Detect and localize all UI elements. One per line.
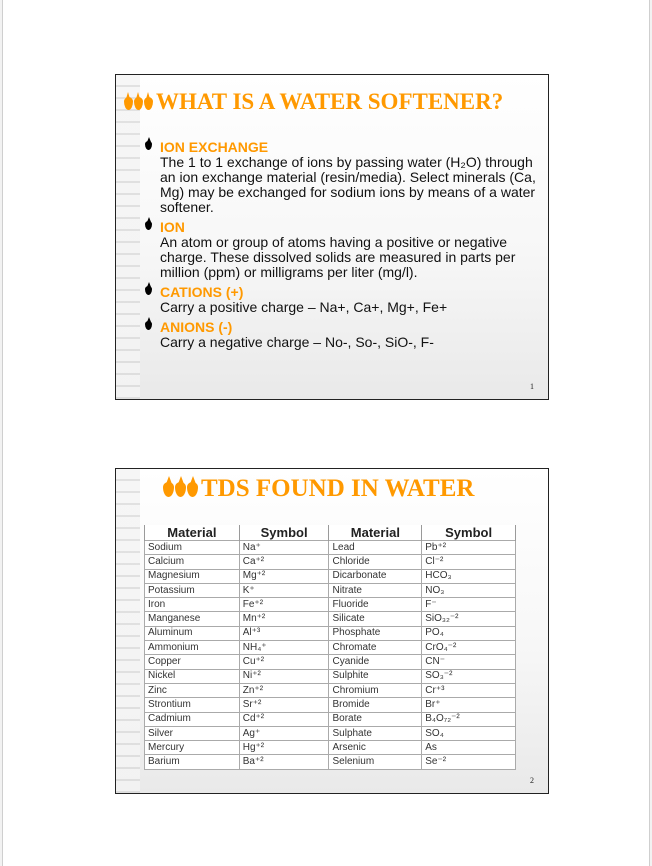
table-row (145, 683, 516, 697)
table-cell: Ammonium (145, 641, 240, 655)
table-cell: Ni⁺² (239, 669, 329, 683)
table-row (145, 741, 516, 755)
title-drops (124, 89, 154, 115)
table-row (145, 712, 516, 726)
slide-1-title-row (124, 89, 542, 115)
slide-number: 2 (530, 776, 534, 785)
water-drop-icon (124, 97, 133, 110)
table-cell: SO₃⁻² (422, 669, 516, 683)
water-drop-icon (187, 482, 198, 497)
table-cell: Calcium (145, 555, 240, 569)
bullet-body: Carry a positive charge – Na+, Ca+, Mg+, Fe+ (160, 299, 448, 315)
column-header: Material (145, 525, 240, 541)
bullet-body: An atom or group of atoms having a positive or negative charge. These dissolved solids are measured in parts per million (ppm) or milligrams per liter (mg/l). (160, 234, 516, 280)
table-cell: Al⁺³ (239, 626, 329, 640)
bullet-item-anions (144, 319, 538, 350)
bullet-heading: ANIONS (-) (160, 319, 233, 335)
bullet-item-ion (144, 219, 538, 280)
table-cell: As (422, 741, 516, 755)
slide-2-title: TDS FOUND IN WATER (201, 475, 475, 502)
table-cell: Sr⁺² (239, 698, 329, 712)
black-drop-bullet-icon (145, 286, 152, 295)
table-cell: Chloride (329, 555, 422, 569)
table-cell: K⁺ (239, 583, 329, 597)
table-cell: Mn⁺² (239, 612, 329, 626)
water-drop-icon (163, 482, 174, 497)
table-cell: B₄O₇₂⁻² (422, 712, 516, 726)
table-cell: Silver (145, 726, 240, 740)
slide-1 (115, 74, 549, 400)
table-cell: Bromide (329, 698, 422, 712)
table-row (145, 669, 516, 683)
water-drop-icon (144, 97, 153, 110)
table-cell: CrO₄⁻² (422, 641, 516, 655)
pdf-page (2, 0, 650, 866)
table-cell: Cyanide (329, 655, 422, 669)
table-cell: Ag⁺ (239, 726, 329, 740)
slide-2 (115, 468, 549, 794)
table-cell: SiO₃₂⁻² (422, 612, 516, 626)
bullet-heading: CATIONS (+) (160, 284, 244, 300)
table-cell: Magnesium (145, 569, 240, 583)
table-cell: Na⁺ (239, 541, 329, 555)
table-cell: Iron (145, 598, 240, 612)
slide-side-stripe (116, 469, 140, 793)
slide-1-content (144, 139, 538, 354)
table-cell: HCO₃ (422, 569, 516, 583)
table-cell: Nitrate (329, 583, 422, 597)
table-cell: Sulphite (329, 669, 422, 683)
column-header: Material (329, 525, 422, 541)
table-cell: Hg⁺² (239, 741, 329, 755)
black-drop-bullet-icon (145, 321, 152, 330)
slide-1-title: WHAT IS A WATER SOFTENER? (156, 89, 504, 114)
table-cell: PO₄ (422, 626, 516, 640)
table-cell: Cadmium (145, 712, 240, 726)
table-cell: Arsenic (329, 741, 422, 755)
table-row (145, 612, 516, 626)
table-row (145, 698, 516, 712)
table-header-row (145, 525, 516, 541)
table-row (145, 726, 516, 740)
table-cell: Ba⁺² (239, 755, 329, 769)
table-row (145, 541, 516, 555)
slide-number: 1 (530, 382, 534, 391)
table-cell: Strontium (145, 698, 240, 712)
table-row (145, 641, 516, 655)
table-cell: Cl⁻² (422, 555, 516, 569)
table-cell: Cr⁺³ (422, 683, 516, 697)
column-header: Symbol (422, 525, 516, 541)
table-cell: Ca⁺² (239, 555, 329, 569)
table-row (145, 583, 516, 597)
bullet-heading: ION EXCHANGE (160, 139, 269, 155)
black-drop-bullet-icon (145, 221, 152, 230)
table-cell: Fe⁺² (239, 598, 329, 612)
table-cell: Aluminum (145, 626, 240, 640)
table-cell: Sulphate (329, 726, 422, 740)
slide-2-title-row (163, 475, 542, 503)
table-cell: Copper (145, 655, 240, 669)
table-cell: Nickel (145, 669, 240, 683)
slide-side-stripe (116, 75, 140, 399)
table-cell: Chromium (329, 683, 422, 697)
column-header: Symbol (239, 525, 329, 541)
table-row (145, 598, 516, 612)
tds-table (144, 525, 516, 770)
table-cell: SO₄ (422, 726, 516, 740)
table-cell: Phosphate (329, 626, 422, 640)
bullet-heading: ION (160, 219, 185, 235)
table-cell: NO₃ (422, 583, 516, 597)
table-cell: Manganese (145, 612, 240, 626)
bullet-body: Carry a negative charge – No-, So-, SiO-, F- (160, 334, 434, 350)
black-drop-bullet-icon (145, 141, 152, 150)
bullet-body: The 1 to 1 exchange of ions by passing water (H₂O) through an ion exchange material (resin/media). Select minerals (Ca, Mg) may be exchanged for sodium ions by means of a water softener. (160, 154, 536, 215)
table-body (145, 541, 516, 770)
water-drop-icon (134, 97, 143, 110)
title-drops (163, 475, 199, 503)
table-cell: CN⁻ (422, 655, 516, 669)
water-drop-icon (175, 482, 186, 497)
table-row (145, 755, 516, 769)
table-cell: Lead (329, 541, 422, 555)
table-cell: Potassium (145, 583, 240, 597)
table-cell: Sodium (145, 541, 240, 555)
table-row (145, 569, 516, 583)
table-cell: Barium (145, 755, 240, 769)
table-cell: Cd⁺² (239, 712, 329, 726)
table-row (145, 655, 516, 669)
table-cell: Zn⁺² (239, 683, 329, 697)
table-cell: Dicarbonate (329, 569, 422, 583)
bullet-item-ion-exchange (144, 139, 538, 215)
table-cell: NH₄⁺ (239, 641, 329, 655)
table-cell: Br⁺ (422, 698, 516, 712)
table-cell: Selenium (329, 755, 422, 769)
table-row (145, 626, 516, 640)
table-cell: Fluoride (329, 598, 422, 612)
table-cell: Mercury (145, 741, 240, 755)
table-cell: F⁻ (422, 598, 516, 612)
table-cell: Se⁻² (422, 755, 516, 769)
table-cell: Mg⁺² (239, 569, 329, 583)
table-cell: Cu⁺² (239, 655, 329, 669)
table-cell: Pb⁺² (422, 541, 516, 555)
table-cell: Borate (329, 712, 422, 726)
table-cell: Silicate (329, 612, 422, 626)
table-cell: Chromate (329, 641, 422, 655)
table-cell: Zinc (145, 683, 240, 697)
bullet-item-cations (144, 284, 538, 315)
table-row (145, 555, 516, 569)
